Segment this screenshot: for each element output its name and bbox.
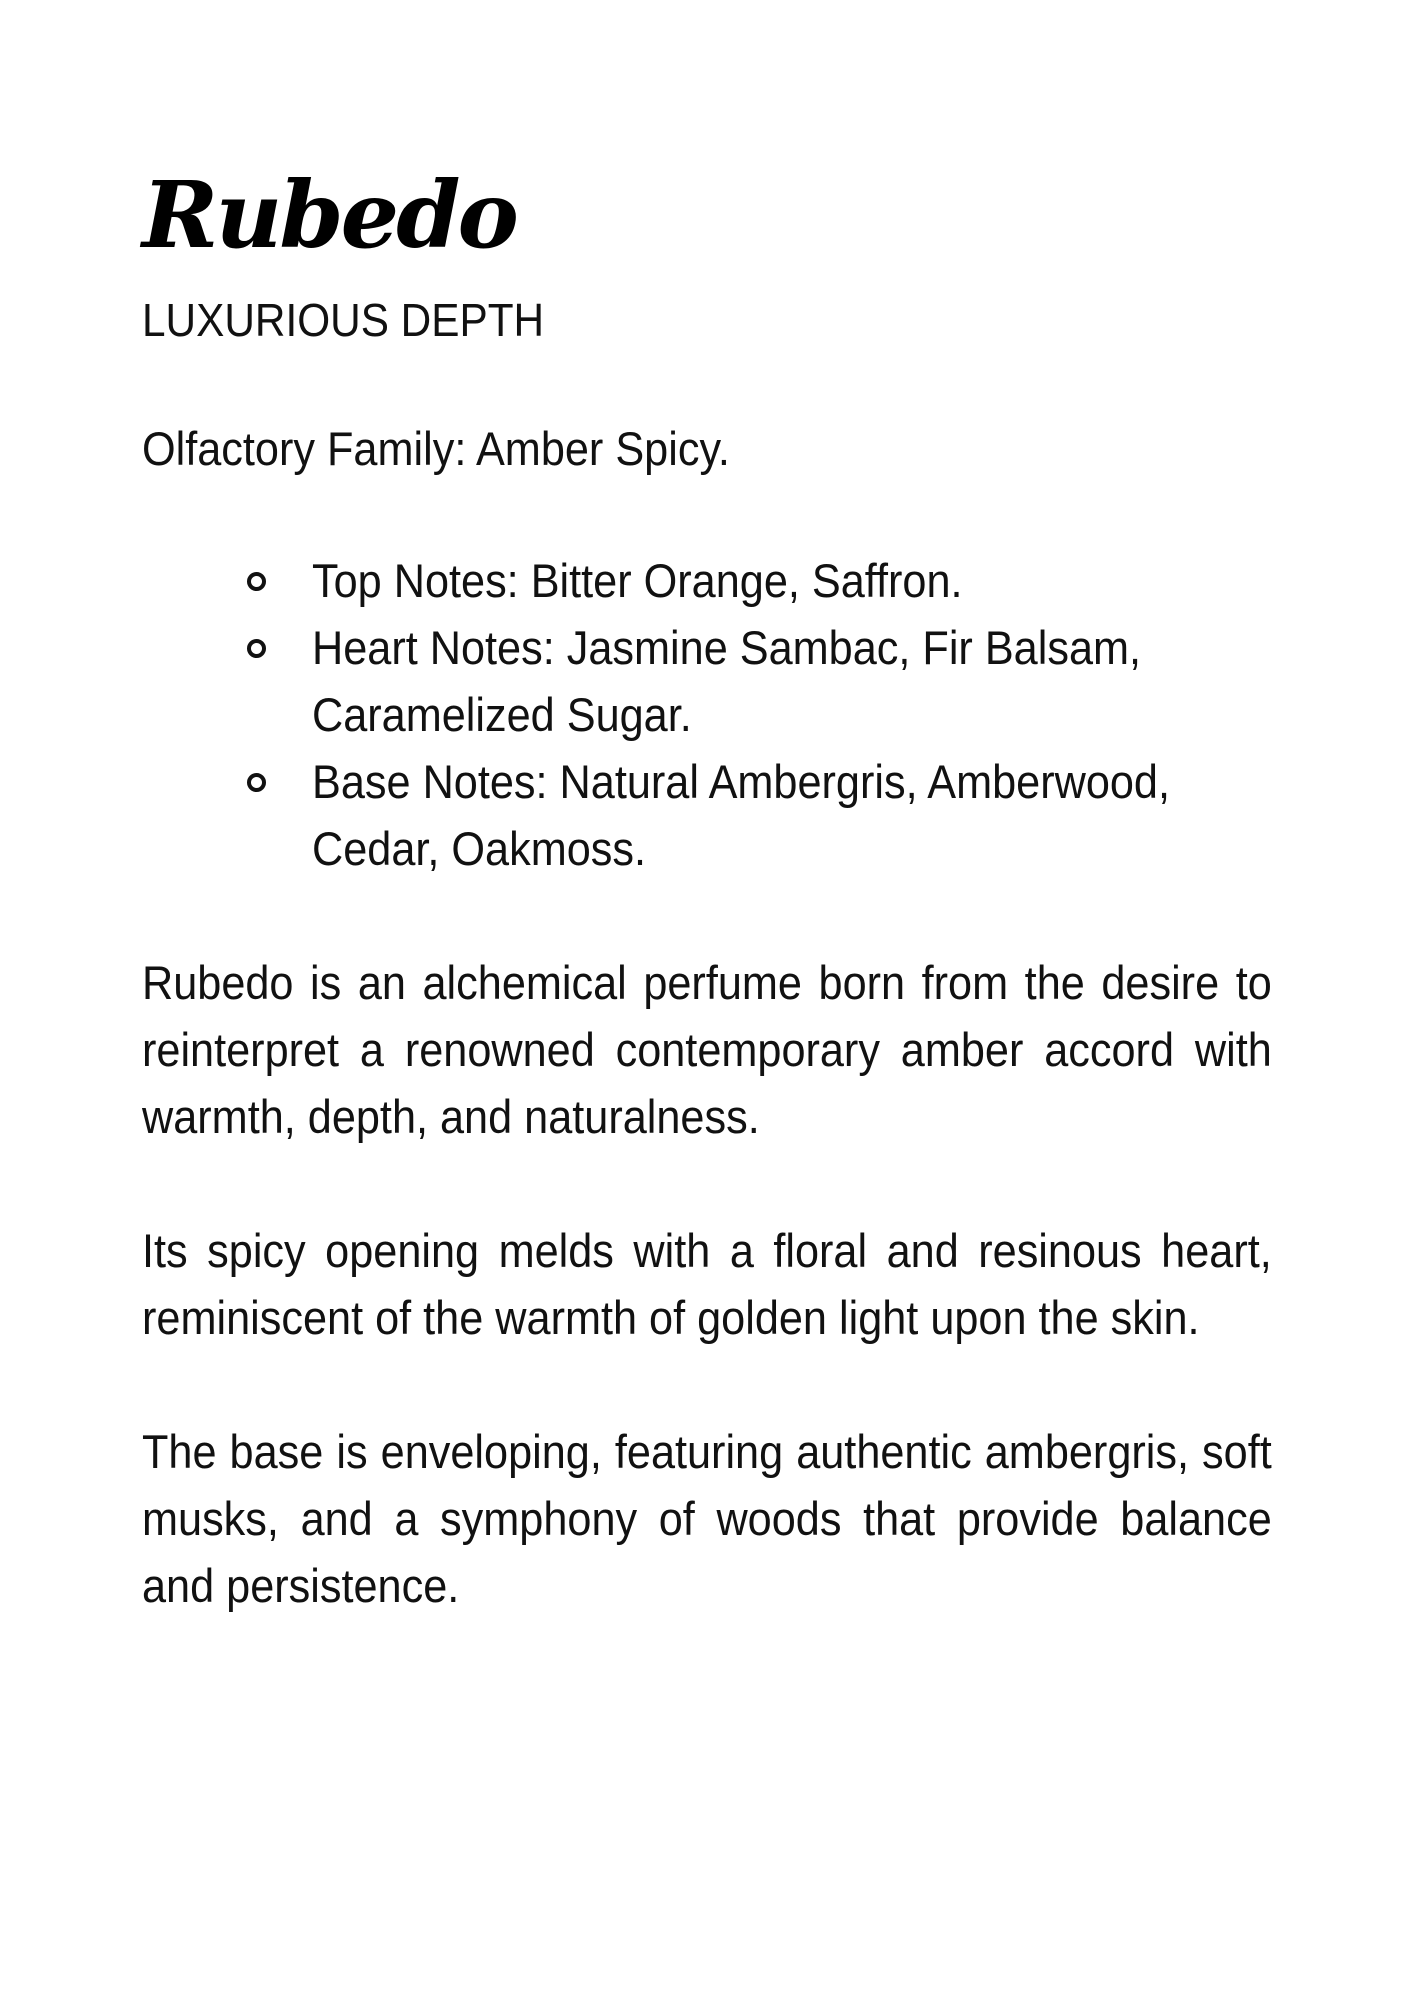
product-subtitle: LUXURIOUS DEPTH: [142, 294, 545, 346]
note-item-top: [312, 547, 1272, 614]
note-text: Heart Notes: Jasmine Sambac, Fir Balsam, Caramelized Sugar.: [312, 621, 1142, 741]
circle-bullet-icon: [247, 572, 266, 591]
document-page: [142, 160, 1272, 1619]
olfactory-family: Olfactory Family: Amber Spicy.: [142, 422, 730, 475]
description-paragraph: Its spicy opening melds with a floral and resinous heart, reminiscent of the warmth of golden light upon the skin.: [142, 1224, 1272, 1344]
note-text: Top Notes: Bitter Orange, Saffron.: [312, 554, 963, 607]
notes-list: [142, 547, 1272, 882]
description-paragraph: Rubedo is an alchemical perfume born from the desire to reinterpret a renowned contemporary amber accord with warmth, depth, and naturalness.: [142, 956, 1272, 1143]
circle-bullet-icon: [247, 773, 266, 792]
note-item-heart: [312, 614, 1272, 748]
circle-bullet-icon: [247, 639, 266, 658]
note-item-base: [312, 748, 1272, 882]
product-title: Rubedo: [142, 161, 516, 269]
note-text: Base Notes: Natural Ambergris, Amberwood, Cedar, Oakmoss.: [312, 755, 1170, 875]
description-paragraph: The base is enveloping, featuring authentic ambergris, soft musks, and a symphony of woods that provide balance and persistence.: [142, 1425, 1272, 1612]
